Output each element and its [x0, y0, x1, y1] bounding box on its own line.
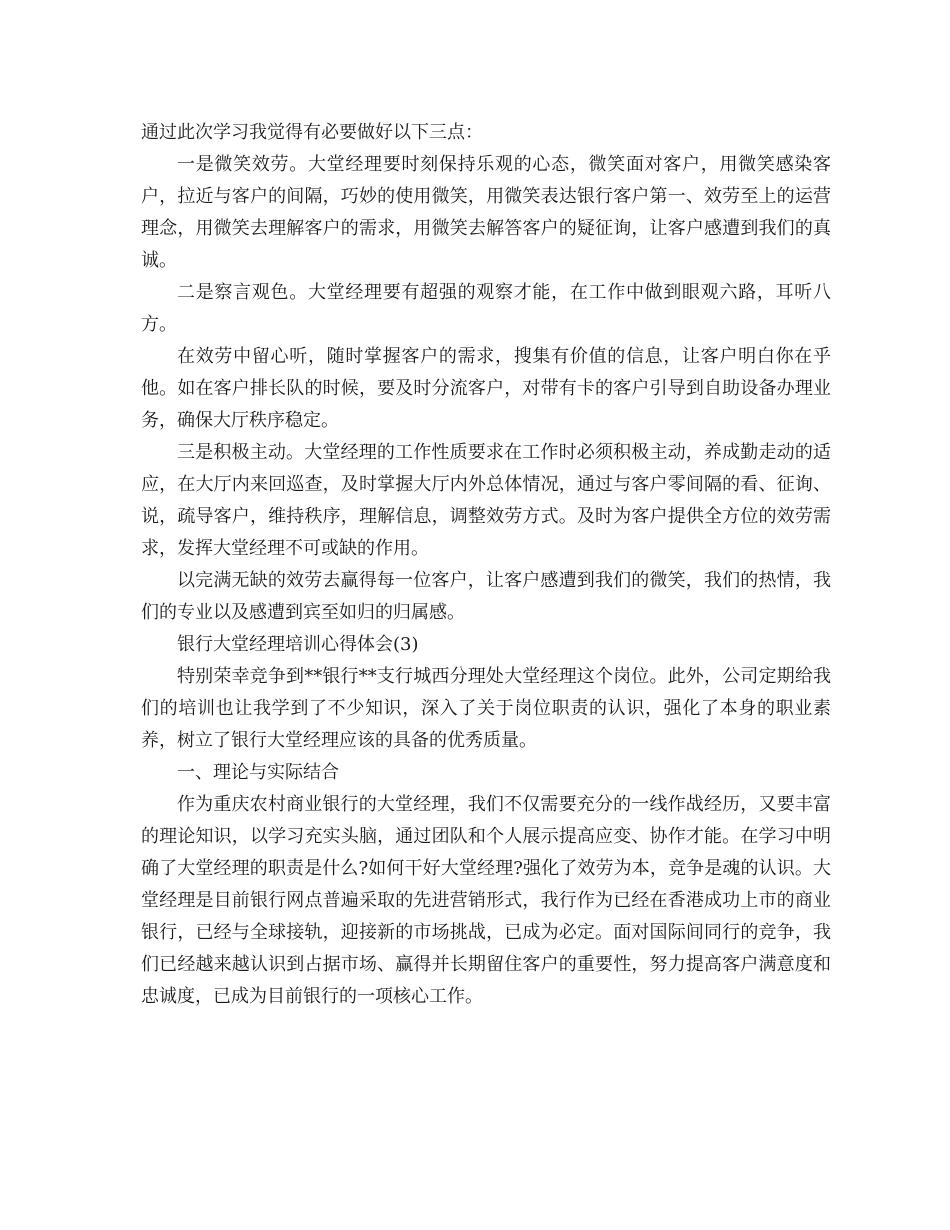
paragraph-win-customers: 以完满无缺的效劳去赢得每一位客户，让客户感遭到我们的微笑，我们的热情，我们的专业以及感遭到宾至如归的归属感。 — [141, 570, 831, 623]
paragraph-proactive: 三是积极主动。大堂经理的工作性质要求在工作时必须积极主动，养成勤走动的适应，在大厅内来回巡查，及时掌握大厅内外总体情况，通过与客户零间隔的看、征询、说，疏导客户，维持秩序，理解信息，调整效劳方式。及时为客户提供全方位的效劳需求，发挥大堂经理不可或缺的作用。 — [141, 442, 831, 559]
paragraph-theory-practice: 作为重庆农村商业银行的大堂经理，我们不仅需要充分的一线作战经历，又要丰富的理论知识，以学习充实头脑，通过团队和个人展示提高应变、协作才能。在学习中明确了大堂经理的职责是什么?如何干好大堂经理?强化了效劳为本，竞争是魂的认识。大堂经理是目前银行网点普遍采取的先进营销形式，我行作为已经在香港成功上市的商业银行，已经与全球接轨，迎接新的市场挑战，已成为必定。面对国际间同行的竞争，我们已经越来越认识到占据市场、赢得并长期留住客户的重要性，努力提高客户满意度和忠诚度，已成为目前银行的一项核心工作。 — [141, 794, 831, 1007]
paragraph-observe: 二是察言观色。大堂经理要有超强的观察才能，在工作中做到眼观六路，耳听八方。 — [141, 282, 831, 335]
subheading-theory-practice: 一、理论与实际结合 — [177, 762, 339, 783]
paragraph-intro: 通过此次学习我觉得有必要做好以下三点： — [141, 122, 483, 143]
document-body — [141, 117, 831, 1013]
paragraph-listen: 在效劳中留心听，随时掌握客户的需求，搜集有价值的信息，让客户明白你在乎他。如在客户排长队的时候，要及时分流客户，对带有卡的客户引导到自助设备办理业务，确保大厅秩序稳定。 — [141, 346, 831, 431]
section-heading: 银行大堂经理培训心得体会(3) — [177, 634, 419, 655]
paragraph-honored: 特别荣幸竞争到**银行**支行城西分理处大堂经理这个岗位。此外，公司定期给我们的培训也让我学到了不少知识，深入了关于岗位职责的认识，强化了本身的职业素养，树立了银行大堂经理应该的具备的优秀质量。 — [141, 666, 831, 751]
paragraph-smile-service: 一是微笑效劳。大堂经理要时刻保持乐观的心态，微笑面对客户，用微笑感染客户，拉近与客户的间隔，巧妙的使用微笑，用微笑表达银行客户第一、效劳至上的运营理念，用微笑去理解客户的需求，用微笑去解答客户的疑征询，让客户感遭到我们的真诚。 — [141, 154, 831, 271]
